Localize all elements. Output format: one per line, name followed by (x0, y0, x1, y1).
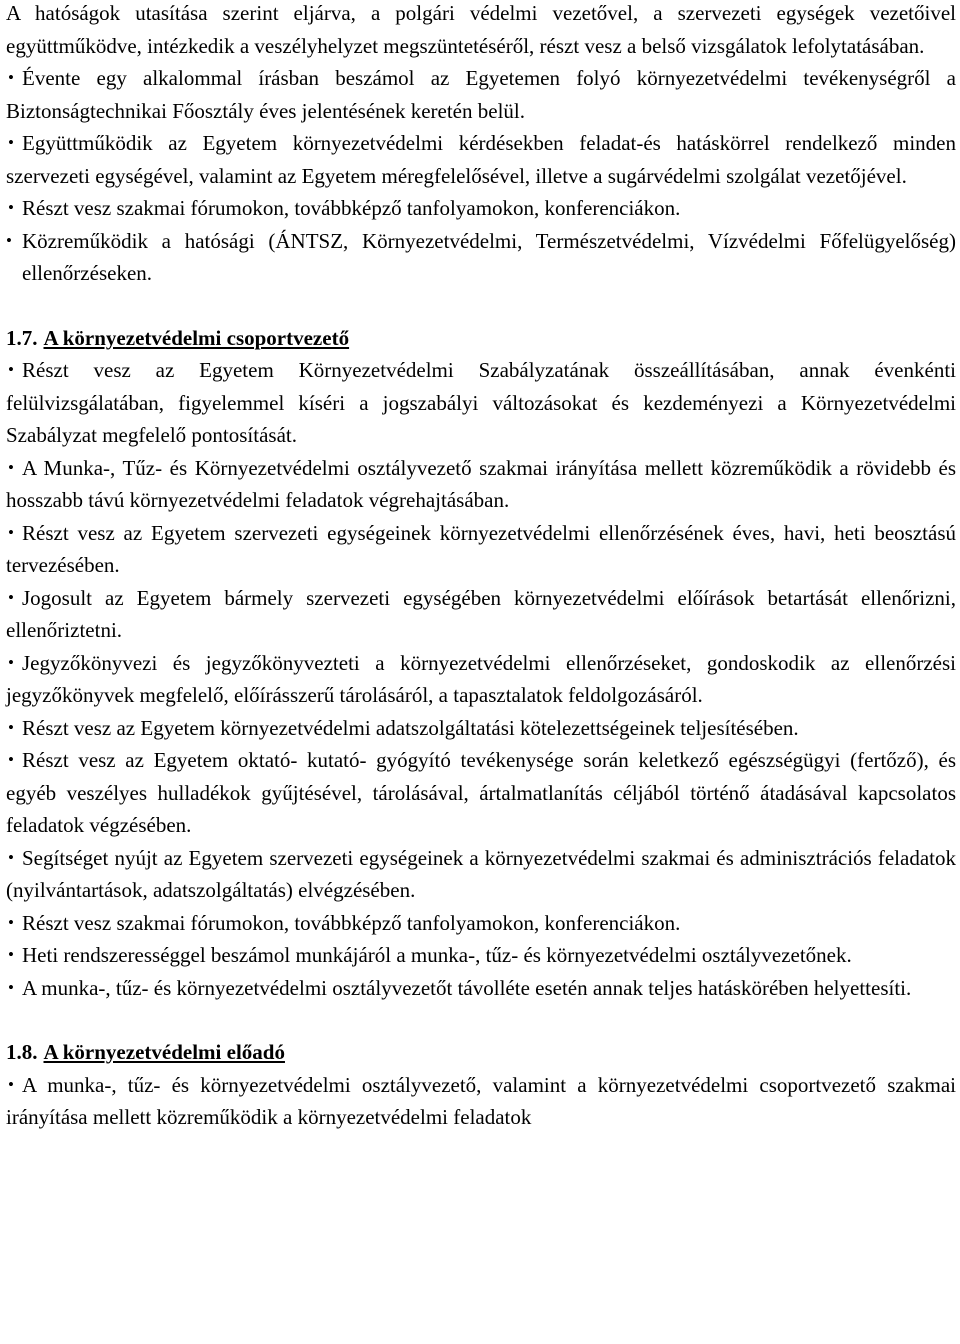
list-item-text: Részt vesz az Egyetem Környezetvédelmi Szabályzatának összeállításában, annak évenkénti felülvizsgálatában, figyelemmel kíséri a jogszabályi változásokat és kezdeményezi a Környezetvédelmi Szabályzat megfelelő pontosítását. (6, 358, 956, 447)
bullet-icon: • (8, 977, 14, 997)
bullet-icon: • (8, 68, 14, 87)
section-title: A környezetvédelmi csoportvezető (43, 325, 350, 350)
list-item (6, 972, 956, 1005)
list-item (6, 192, 956, 225)
list-item-text: Segítséget nyújt az Egyetem szervezeti egységeinek a környezetvédelmi szakmai és adminisztrációs feladatok (nyilvántartások, adatszolgáltatás) elvégzésében. (6, 845, 956, 902)
list-item-text: Jegyzőkönyvezi és jegyzőkönyvezteti a környezetvédelmi ellenőrzéseket, gondoskodik az ellenőrzési jegyzőkönyvek megfelelő, előírásszerű tárolásáról, a tapasztalatok feldolgozásáról. (6, 650, 956, 707)
bullet-icon: • (8, 457, 14, 477)
list-item-text: A munka-, tűz- és környezetvédelmi osztályvezetőt távolléte esetén annak teljes hatáskörében helyettesíti. (22, 975, 912, 1000)
bullet-icon: • (8, 912, 14, 932)
bullet-icon: • (8, 522, 14, 542)
document-page (6, 0, 956, 1134)
list-item (6, 939, 956, 972)
list-item (6, 907, 956, 940)
list-item-text: Heti rendszerességgel beszámol munkájáról a munka-, tűz- és környezetvédelmi osztályvezetőnek. (22, 943, 852, 967)
bullet-icon: • (6, 230, 12, 250)
list-item-text: Részt vesz az Egyetem környezetvédelmi adatszolgáltatási kötelezettségeinek teljesítésében. (22, 715, 799, 740)
group-leader-duties-list (6, 354, 956, 1004)
list-item (6, 127, 956, 192)
list-item (6, 842, 956, 907)
list-item (6, 452, 956, 517)
bullet-icon: • (8, 360, 14, 379)
section-heading (6, 1036, 956, 1069)
bullet-icon: • (8, 847, 14, 867)
list-item-text: A munka-, tűz- és környezetvédelmi osztályvezető, valamint a környezetvédelmi csoportvezető szakmai irányítása mellett közreműködik a környezetvédelmi feladatok (6, 1072, 956, 1129)
bullet-icon: • (8, 652, 14, 672)
list-item-text: Részt vesz szakmai fórumokon, továbbképző tanfolyamokon, konferenciákon. (22, 196, 681, 220)
list-item (6, 354, 956, 452)
bullet-icon: • (8, 750, 14, 769)
intro-paragraph: A hatóságok utasítása szerint eljárva, a polgári védelmi vezetővel, a szervezeti egységek vezetőivel együttműködve, intézkedik a veszélyhelyzet megszüntetéséről, részt vesz a belső vizsgálatok lefolytatásában. (6, 1, 956, 58)
list-item-text: A Munka-, Tűz- és Környezetvédelmi osztályvezető szakmai irányítása mellett közreműködik a rövidebb és hosszabb távú környezetvédelmi feladatok végrehajtásában. (6, 455, 956, 512)
list-item-text: Jogosult az Egyetem bármely szervezeti egységében környezetvédelmi előírások betartását ellenőrizni, ellenőriztetni. (6, 585, 956, 642)
section-title: A környezetvédelmi előadó (43, 1040, 285, 1064)
bullet-icon: • (8, 1074, 14, 1094)
section-number: 1.7. (6, 325, 38, 350)
list-item (6, 225, 956, 290)
list-item (6, 62, 956, 127)
bullet-icon: • (8, 717, 14, 737)
officer-duties-list (6, 1069, 956, 1134)
responsibilities-list (6, 62, 956, 290)
list-item (6, 647, 956, 712)
list-item-text: Részt vesz szakmai fórumokon, továbbképző tanfolyamokon, konferenciákon. (22, 910, 681, 935)
bullet-icon: • (8, 133, 14, 152)
bullet-icon: • (8, 587, 14, 607)
section-number: 1.8. (6, 1040, 38, 1064)
list-item-text: Részt vesz az Egyetem oktató- kutató- gyógyító tevékenysége során keletkező egészségügyi (fertőző), és egyéb veszélyes hulladékok gyűjtésével, tárolásával, ártalmatlanítás céljából történő átadásával kapcsolatos feladatok végzésében. (6, 748, 956, 837)
list-item-text: Együttműködik az Egyetem környezetvédelmi kérdésekben feladat-és hatáskörrel rendelkező minden szervezeti egységével, valamint az Egyetem méregfelelősével, illetve a sugárvédelmi szolgálat vezetőjével. (6, 131, 956, 188)
list-item (6, 517, 956, 582)
bullet-icon: • (8, 945, 14, 964)
list-item (6, 1069, 956, 1134)
list-item-text: Részt vesz az Egyetem szervezeti egységeinek környezetvédelmi ellenőrzésének éves, havi, heti beosztású tervezésében. (6, 520, 956, 577)
bullet-icon: • (8, 198, 14, 217)
list-item-text: Évente egy alkalommal írásban beszámol az Egyetemen folyó környezetvédelmi tevékenységről a Biztonságtechnikai Főosztály éves jelentésének keretén belül. (6, 66, 956, 123)
list-item-text: Közreműködik a hatósági (ÁNTSZ, Környezetvédelmi, Természetvédelmi, Vízvédelmi Főfelügyelőség) ellenőrzéseken. (22, 228, 956, 285)
section-heading (6, 322, 956, 355)
list-item (6, 744, 956, 842)
list-item (6, 582, 956, 647)
list-item (6, 712, 956, 745)
